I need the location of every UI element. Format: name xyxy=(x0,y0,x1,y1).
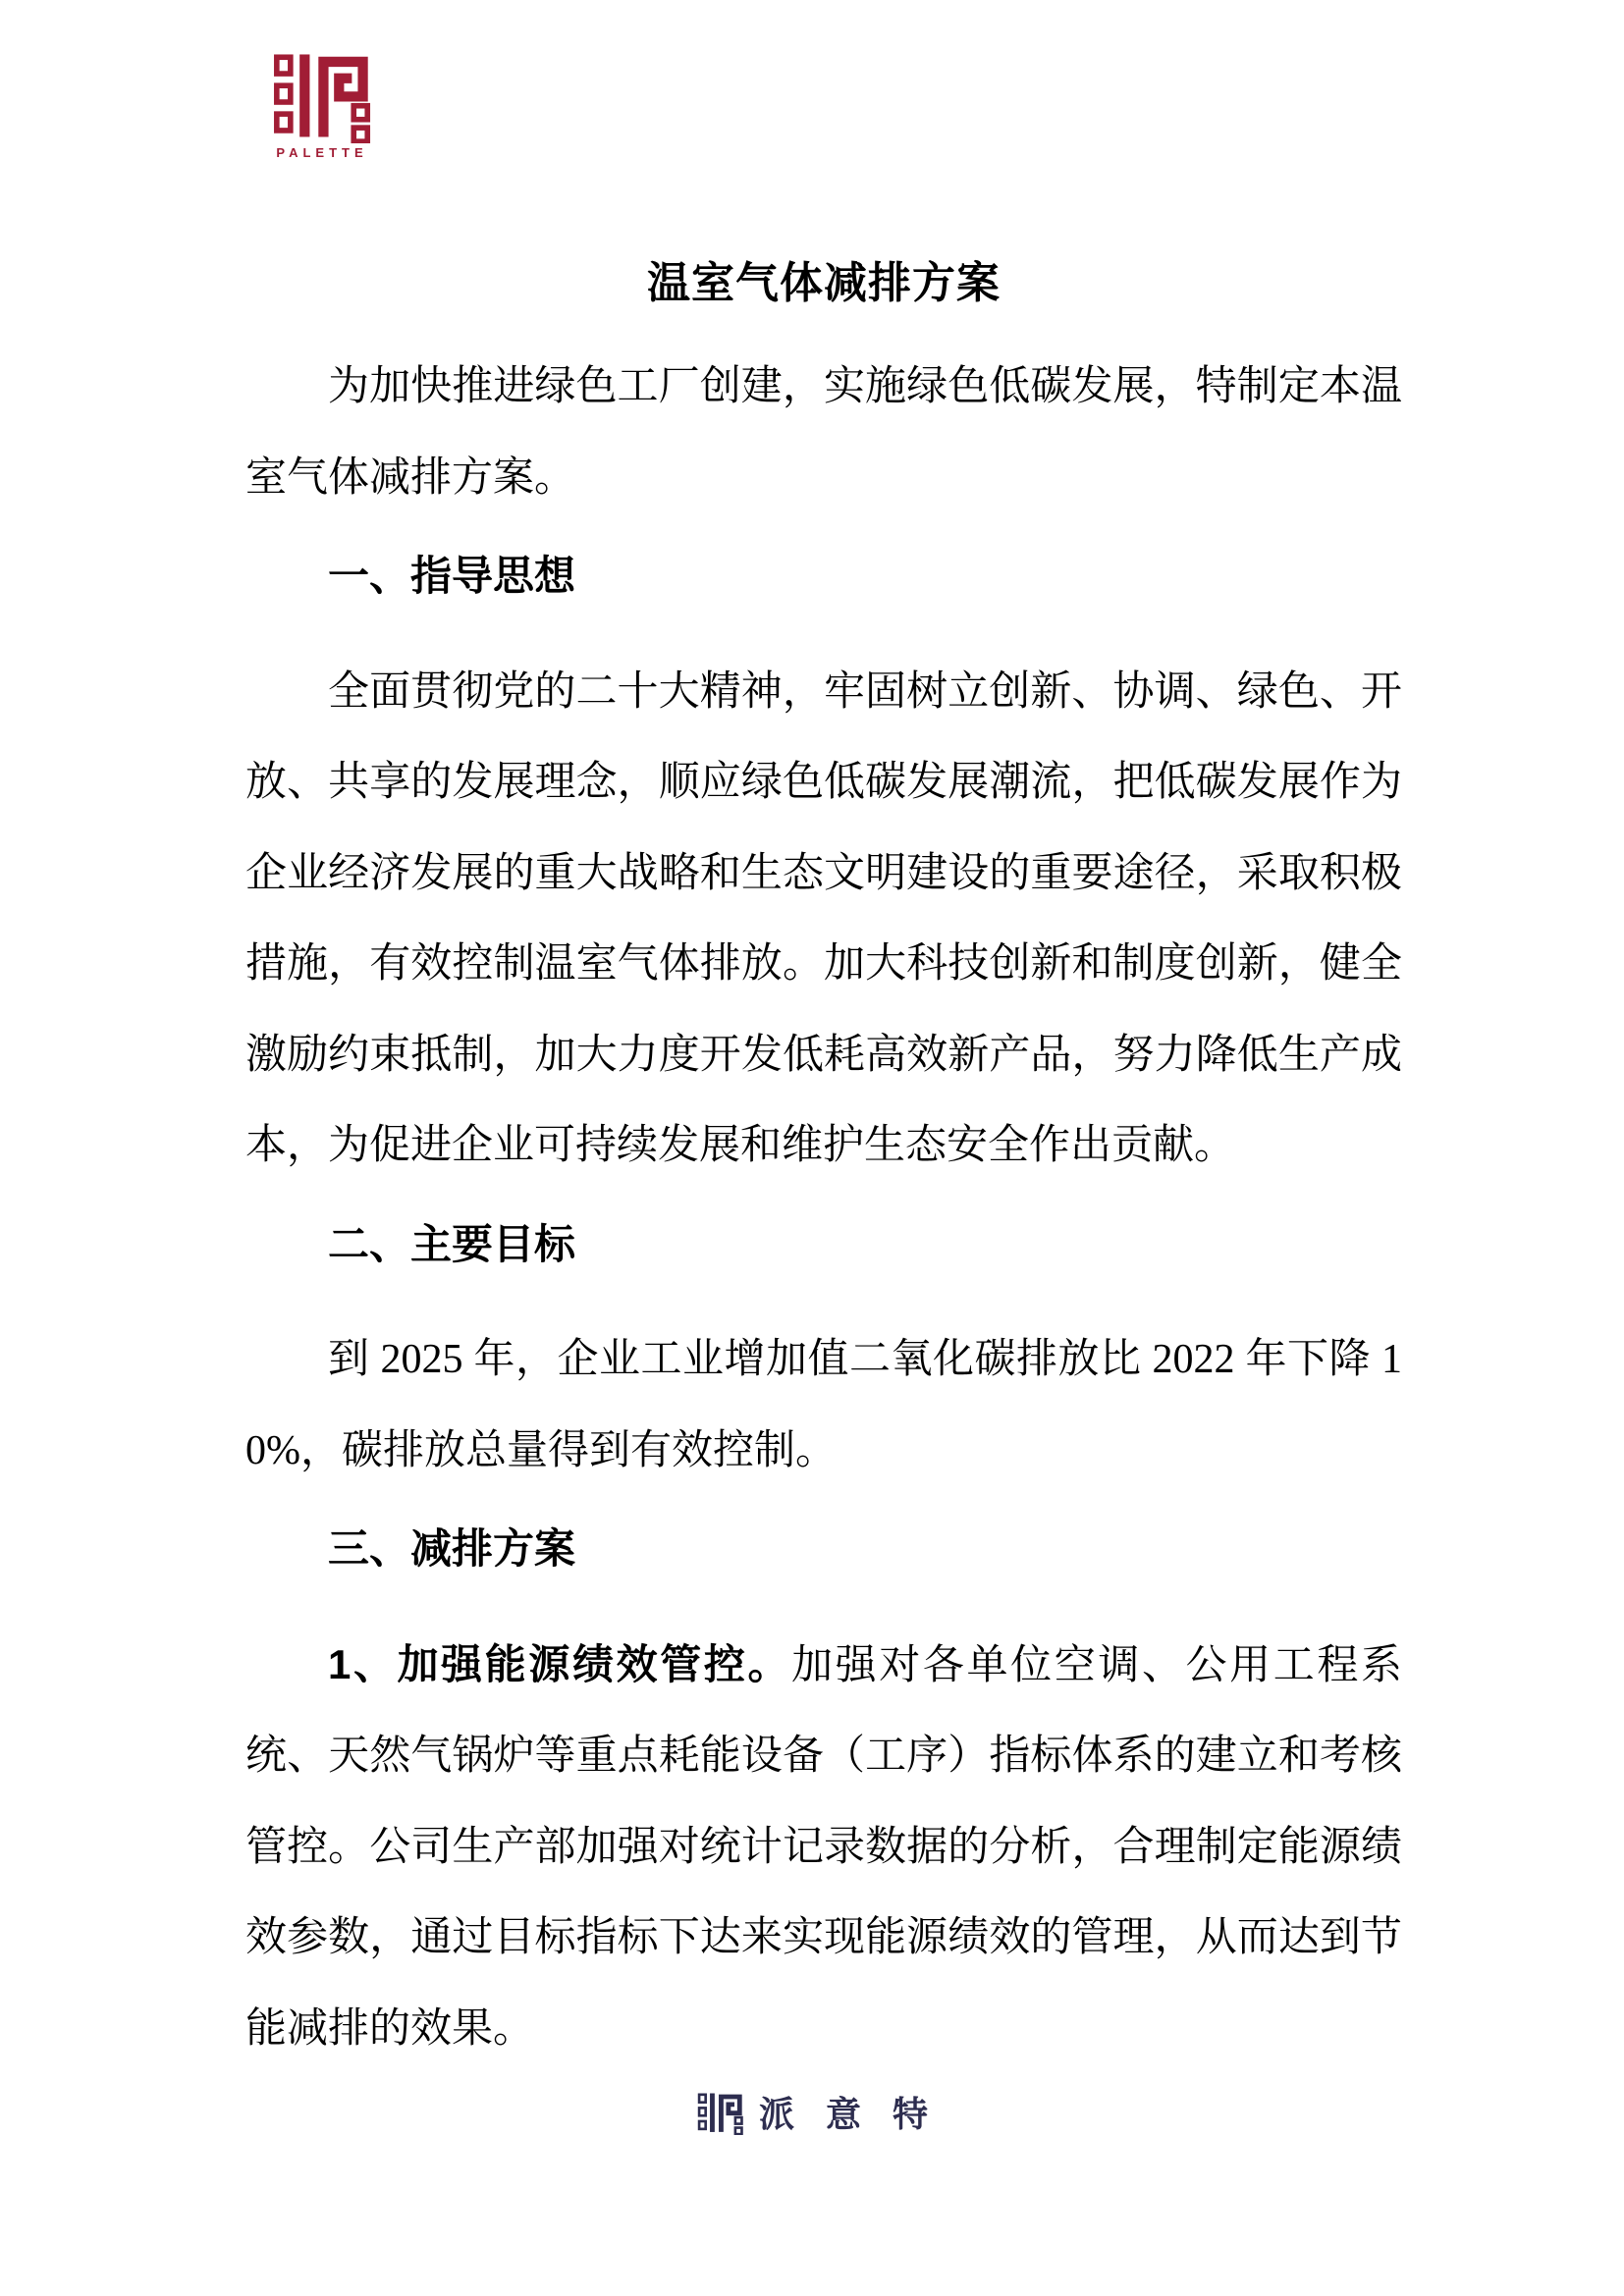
heading-main-goals: 二、主要目标 xyxy=(328,1220,576,1267)
page-title: 温室气体减排方案 xyxy=(647,259,1001,307)
footer-logo xyxy=(0,2087,1624,2137)
measure-1-body-text: 加强对各单位空调、公用工程系统、天然气锅炉等重点耗能设备（工序）指标体系的建立和考核管控。公司生产部加强对统计记录数据的分析，合理制定能源绩效参数，通过目标指标下达来实现能源绩效的管理，从而达到节能减排的效果。 xyxy=(245,1642,1402,2052)
measure-1-lead-label: 1、加强能源绩效管控。 xyxy=(328,1640,792,1687)
document-content xyxy=(245,0,1402,2074)
paragraph-main-goals: 到 2025 年，企业工业增加值二氧化碳排放比 2022 年下降 10%，碳排放总量得到有效控制。 xyxy=(245,1337,1402,1473)
paragraph-intro: 为加快推进绿色工厂创建，实施绿色低碳发展，特制定本温室气体减排方案。 xyxy=(245,364,1402,501)
paragraph-measure-1 xyxy=(245,1620,1402,2075)
footer-brand-name: 派意特 xyxy=(758,2094,959,2134)
palette-maze-logo-icon xyxy=(696,2090,745,2135)
header-logo-wordmark: PALETTE xyxy=(276,145,368,160)
paragraph-guiding-ideology: 全面贯彻党的二十大精神，牢固树立创新、协调、绿色、开放、共享的发展理念，顺应绿色低碳发展潮流，把低碳发展作为企业经济发展的重大战略和生态文明建设的重要途径，采取积极措施，有效控制温室气体排放。加大科技创新和制度创新，健全激励约束抵制，加大力度开发低耗高效新产品，努力降低生产成本，为促进企业可持续发展和维护生态安全作出贡献。 xyxy=(245,668,1402,1168)
heading-reduction-plan: 三、减排方案 xyxy=(328,1525,576,1572)
heading-guiding-ideology: 一、指导思想 xyxy=(328,553,576,599)
